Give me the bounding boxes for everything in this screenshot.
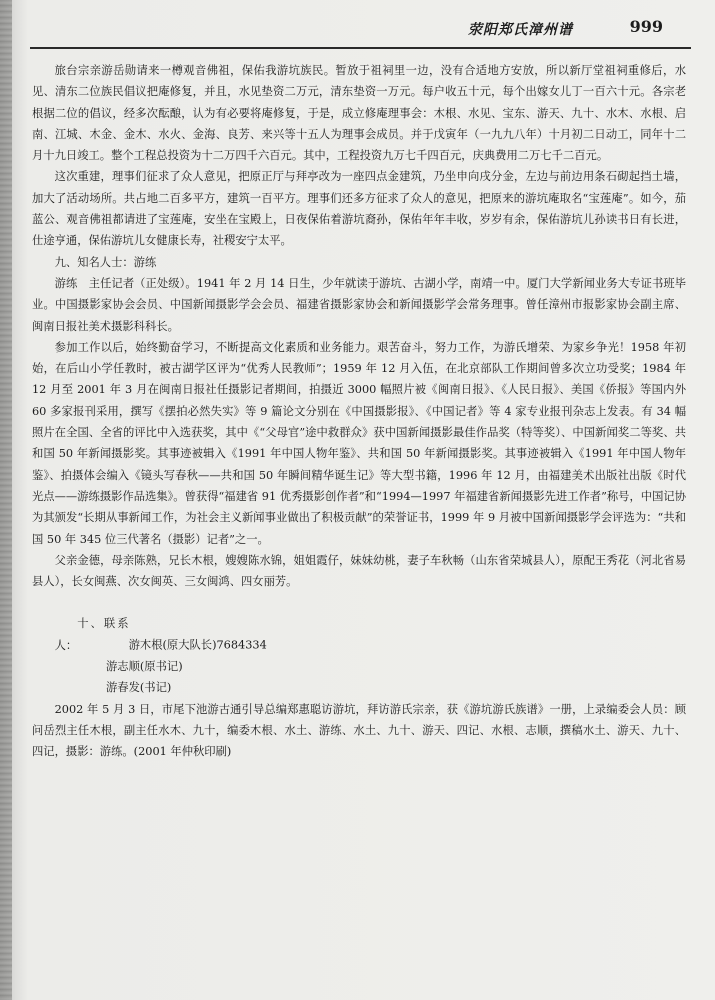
contact-section (32, 613, 686, 698)
paragraph-rebuild: 这次重建，理事们征求了众人意见，把原正厅与拜亭改为一座四点金建筑，乃坐申向戌分金，左边与前边用条石砌起挡土墙，加大了活动场所。共占地二百多平方，建筑一百平方。理事们还多方征求了众人的意见，把原来的游坑庵取名“宝莲庵”。如今，茄蓝公、观音佛祖都请进了宝莲庵，安坐在宝殿上，日夜保佑着游坑裔孙，保佑年年丰收，岁岁有余，保佑游坑儿孙读书日有长进，仕途亨通，保佑游坑儿女健康长寿，社稷安宁太平。 (32, 170, 686, 248)
paragraph-biography: 游练 主任记者（正处级）。1941 年 2 月 14 日生，少年就读于游坑、古湖小学，南靖一中。厦门大学新闻业务大专证书班毕业。中国摄影家协会会员、中国新闻摄影学会会员、福建省摄影家协会和新闻摄影学会常务理事。曾任漳州市报影家协会副主席、闽南日报社美术摄影科科长。 (32, 276, 686, 333)
page-header (30, 17, 691, 43)
contact-entry: 游春发(书记) (106, 681, 172, 695)
paragraph-closing: 2002 年 5 月 3 日，市尾下池游古通引导总编郑惠聪访游坑，拜访游氏宗亲，获《游坑游氏族谱》一册，上录编委会人员：顾问岳烈主任木根，副主任水木、九十，编委木根、水土、游练、水土、九十、游天、四记、水根、志顺，撰稿水土、游天、九十、四记，摄影：游练。(2001 年仲秋印刷) (32, 702, 686, 759)
spacer (32, 592, 686, 613)
paragraph-temple-repair: 旅台宗亲游岳勋请来一樽观音佛祖，保佑我游坑族民。暂放于祖祠里一边，没有合适地方安放，所以新厅堂祖祠重修后，水见、清东二位族民倡议把庵修复，并且，水见垫资二万元，清东垫资一万元。每户收五十元，每个出嫁女儿丁一百六十元。各宗老根据二位的倡议，经多次酝酿，认为有必要将庵修复，于是，成立修庵理事会：木根、水见、宝东、游天、九十、水木、水根、启南、江城、木金、金木、水火、金海、良芳、来兴等十五人为理事会成员。并于戊寅年（一九九八年）十月初二日动工，同年十二月十九日竣工。整个工程总投资为十二万四千六百元。其中，工程投资九万七千四百元，庆典费用二万七千二百元。 (32, 64, 686, 163)
page-number: 999 (629, 17, 663, 36)
book-spine-shadow (0, 0, 12, 1000)
contact-label: 十、联系人： (54, 617, 129, 652)
contact-row-1 (32, 613, 686, 656)
header-rule (30, 47, 691, 49)
contact-entry: 游志顺(原书记) (106, 660, 183, 674)
section-heading-notable-person: 九、知名人士：游练 (54, 255, 157, 269)
paragraph-career: 参加工作以后，始终勤奋学习，不断提高文化素质和业务能力。艰苦奋斗，努力工作，为游氏增荣、为家乡争光！1958 年初始，在后山小学任教时，被古湖学区评为“优秀人民教师”；1959 年 12 月入伍，在北京部队工作期间曾多次立功受奖；1984 年 12 月至 2001 年 3 月在闽南日报社任摄影记者期间，拍摄近 3000 幅照片被《闽南日报》、《人民日报》、美国《侨报》等国内外 60 多家报刊采用，撰写《摆拍必然失实》等 9 篇论文分别在《中国摄影报》、《中国记者》等 4 家专业报刊杂志上发表。有 34 幅照片在全国、全省的评比中入选获奖，其中《“父母官”途中救群众》获中国新闻摄影最佳作品奖（特等奖）、中国新闻奖二等奖、共和国 50 年新闻摄影奖。其事迹被辑入《1991 年中国人物年鉴》、共和国 50 年新闻摄影奖。其事迹被辑入《1991 年中国人物年鉴》、拍摄体会编入《镜头写春秋——共和国 50 年瞬间精华诞生记》等大型书籍，1996 年 12 月，由福建美术出版社出版《时代光点——游练摄影作品选集》。曾获得“福建省 91 优秀摄影创作者”和“1994—1997 年福建省新闻摄影先进工作者”称号，中国记协为其颁发“长期从事新闻工作，为社会主义新闻事业做出了积极贡献”的荣誉证书，1999 年 9 月被中国新闻摄影学会评选为：“共和国 50 年 345 位三代著名（摄影）记者”之一。 (32, 340, 686, 546)
paragraph-family: 父亲金德，母亲陈熟，兄长木根，嫂嫂陈水锦，姐姐霞仔，妹妹幼桃，妻子车秋畅（山东省荣城县人），原配王秀花（河北省易县人），长女闽燕、次女闽英、三女闽鸿、四女丽芳。 (32, 553, 686, 589)
page-body (32, 60, 686, 763)
contact-entry: 游木根(原大队长)7684334 (128, 638, 267, 652)
header-title: 荥阳郑氏漳州谱 (468, 22, 573, 38)
